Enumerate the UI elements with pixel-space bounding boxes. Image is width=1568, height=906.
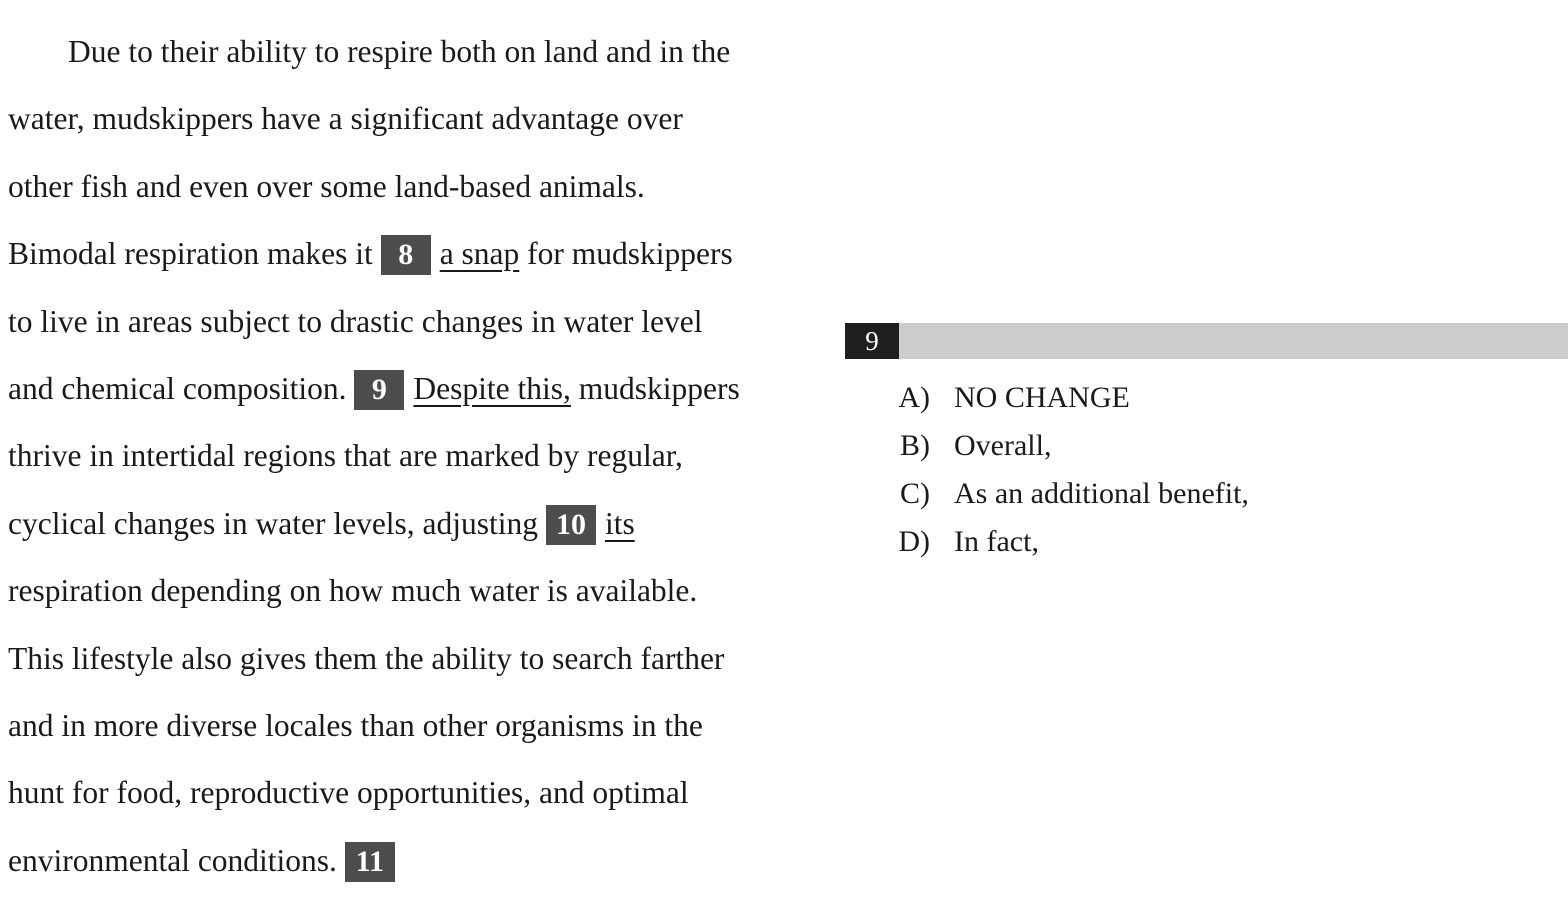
answer-choice-d[interactable] bbox=[896, 522, 1039, 562]
passage-line bbox=[8, 99, 683, 139]
passage-text: Due to their ability to respire both on land and in the bbox=[68, 34, 731, 69]
answer-choice-a[interactable] bbox=[896, 378, 1130, 418]
answer-choice-b[interactable] bbox=[896, 426, 1052, 466]
passage-line bbox=[8, 167, 645, 207]
passage-text: respiration depending on how much water is available. bbox=[8, 573, 698, 608]
passage-line bbox=[8, 302, 703, 342]
underlined-phrase-q10[interactable]: its bbox=[604, 506, 635, 541]
choice-letter: A) bbox=[898, 381, 930, 414]
choice-text: In fact, bbox=[954, 525, 1039, 558]
passage-line bbox=[8, 436, 683, 476]
passage-text: hunt for food, reproductive opportunities, and optimal bbox=[8, 775, 689, 810]
passage-line bbox=[8, 639, 724, 679]
underlined-phrase-q9[interactable]: Despite this, bbox=[413, 371, 571, 406]
passage-line bbox=[8, 706, 703, 746]
passage-line bbox=[8, 504, 635, 545]
question-11-marker[interactable]: 11 bbox=[345, 842, 395, 882]
choice-text: Overall, bbox=[954, 429, 1052, 462]
passage-text: This lifestyle also gives them the ability to search farther bbox=[8, 641, 725, 676]
question-number: 9 bbox=[845, 323, 899, 359]
passage-text: thrive in intertidal regions that are marked by regular, bbox=[8, 438, 683, 473]
passage-text: mudskippers bbox=[570, 371, 740, 406]
choice-letter: C) bbox=[900, 477, 930, 510]
answer-choice-c[interactable] bbox=[896, 474, 1249, 514]
question-header-bar bbox=[845, 323, 1568, 359]
choice-letter: D) bbox=[898, 525, 930, 558]
passage-text: water, mudskippers have a significant advantage over bbox=[8, 101, 683, 136]
passage-line bbox=[8, 773, 689, 813]
passage-line bbox=[8, 841, 395, 882]
passage-text: and in more diverse locales than other organisms in the bbox=[8, 708, 703, 743]
choice-text: As an additional benefit, bbox=[954, 477, 1249, 510]
choice-letter: B) bbox=[900, 429, 930, 462]
underlined-phrase-q8[interactable]: a snap bbox=[439, 236, 520, 271]
passage-text: for mudskippers bbox=[519, 236, 733, 271]
passage-text: cyclical changes in water levels, adjusting bbox=[8, 506, 546, 541]
passage-text: and chemical composition. bbox=[8, 371, 355, 406]
passage-text: to live in areas subject to drastic changes in water level bbox=[8, 304, 703, 339]
question-9-marker[interactable]: 9 bbox=[354, 370, 404, 410]
passage-text: environmental conditions. bbox=[8, 843, 345, 878]
passage-line bbox=[8, 571, 697, 611]
passage-line bbox=[8, 234, 733, 275]
passage-line bbox=[8, 369, 740, 410]
passage-text: Bimodal respiration makes it bbox=[8, 236, 381, 271]
question-8-marker[interactable]: 8 bbox=[381, 235, 431, 275]
passage-text: other fish and even over some land-based animals. bbox=[8, 169, 645, 204]
question-10-marker[interactable]: 10 bbox=[546, 505, 596, 545]
choice-text: NO CHANGE bbox=[954, 381, 1130, 414]
passage-line bbox=[8, 32, 730, 72]
